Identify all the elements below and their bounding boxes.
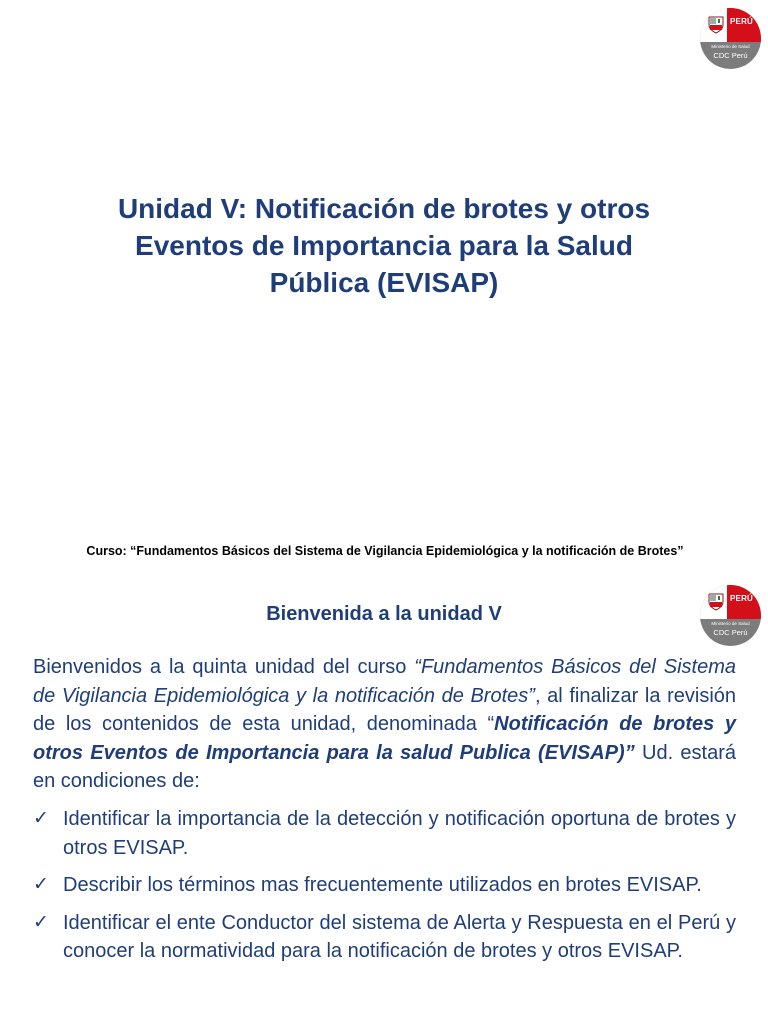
logo-ministry: Ministerio de Salud xyxy=(711,44,750,49)
logo-unit: CDC Perú xyxy=(713,628,748,637)
slide-title xyxy=(60,190,708,301)
coat-of-arms-icon xyxy=(708,16,724,34)
objective-text: Identificar la importancia de la detección y notificación oportuna de brotes y otros EVISAP. xyxy=(63,808,736,859)
objective-item xyxy=(33,805,736,862)
objective-item xyxy=(33,909,736,966)
intro-text-1: Bienvenidos a la quinta unidad del curso xyxy=(33,656,415,678)
slide-title-line1: Unidad V: Notificación de brotes y otros xyxy=(117,193,651,224)
logo-country: PERÚ xyxy=(730,594,754,603)
slide-title-line3: Pública (EVISAP) xyxy=(269,267,499,298)
check-icon: ✓ xyxy=(33,874,49,895)
slide-title-line2: Eventos de Importancia para la Salud xyxy=(135,230,633,261)
objectives-list xyxy=(33,805,736,975)
coat-of-arms-icon xyxy=(708,593,724,611)
logo-ministry: Ministerio de Salud xyxy=(711,621,750,626)
intro-unit-name: Notificación de brotes y otros Eventos de Importancia para la salud Publica (EVISAP)” xyxy=(33,713,736,764)
objective-item xyxy=(33,871,736,900)
check-icon: ✓ xyxy=(33,911,49,933)
cdc-peru-logo xyxy=(700,8,761,69)
welcome-heading: Bienvenida a la unidad V xyxy=(266,603,502,625)
check-icon: ✓ xyxy=(33,808,49,829)
logo-unit: CDC Perú xyxy=(713,51,748,60)
objective-text: Describir los términos mas frecuentemente utilizados en brotes EVISAP. xyxy=(63,874,702,896)
welcome-slide xyxy=(0,575,768,1024)
intro-text-2: , al finalizar la revisión de los contenidos de esta unidad, denominada “ xyxy=(33,684,737,735)
intro-text-3: Ud. estará en condiciones de: xyxy=(33,741,736,792)
course-name: Curso: “Fundamentos Básicos del Sistema de Vigilancia Epidemiológica y la notificación de Brotes” xyxy=(86,544,684,558)
intro-course-name: “Fundamentos Básicos del Sistema de Vigilancia Epidemiológica y la notificación de Brotes” xyxy=(33,656,736,707)
cdc-peru-logo xyxy=(700,585,761,646)
intro-paragraph xyxy=(33,653,736,796)
logo-country: PERÚ xyxy=(730,17,754,26)
objective-text: Identificar el ente Conductor del sistema de Alerta y Respuesta en el Perú y conocer la normatividad para la notificación de brotes y otros EVISAP. xyxy=(63,911,736,962)
